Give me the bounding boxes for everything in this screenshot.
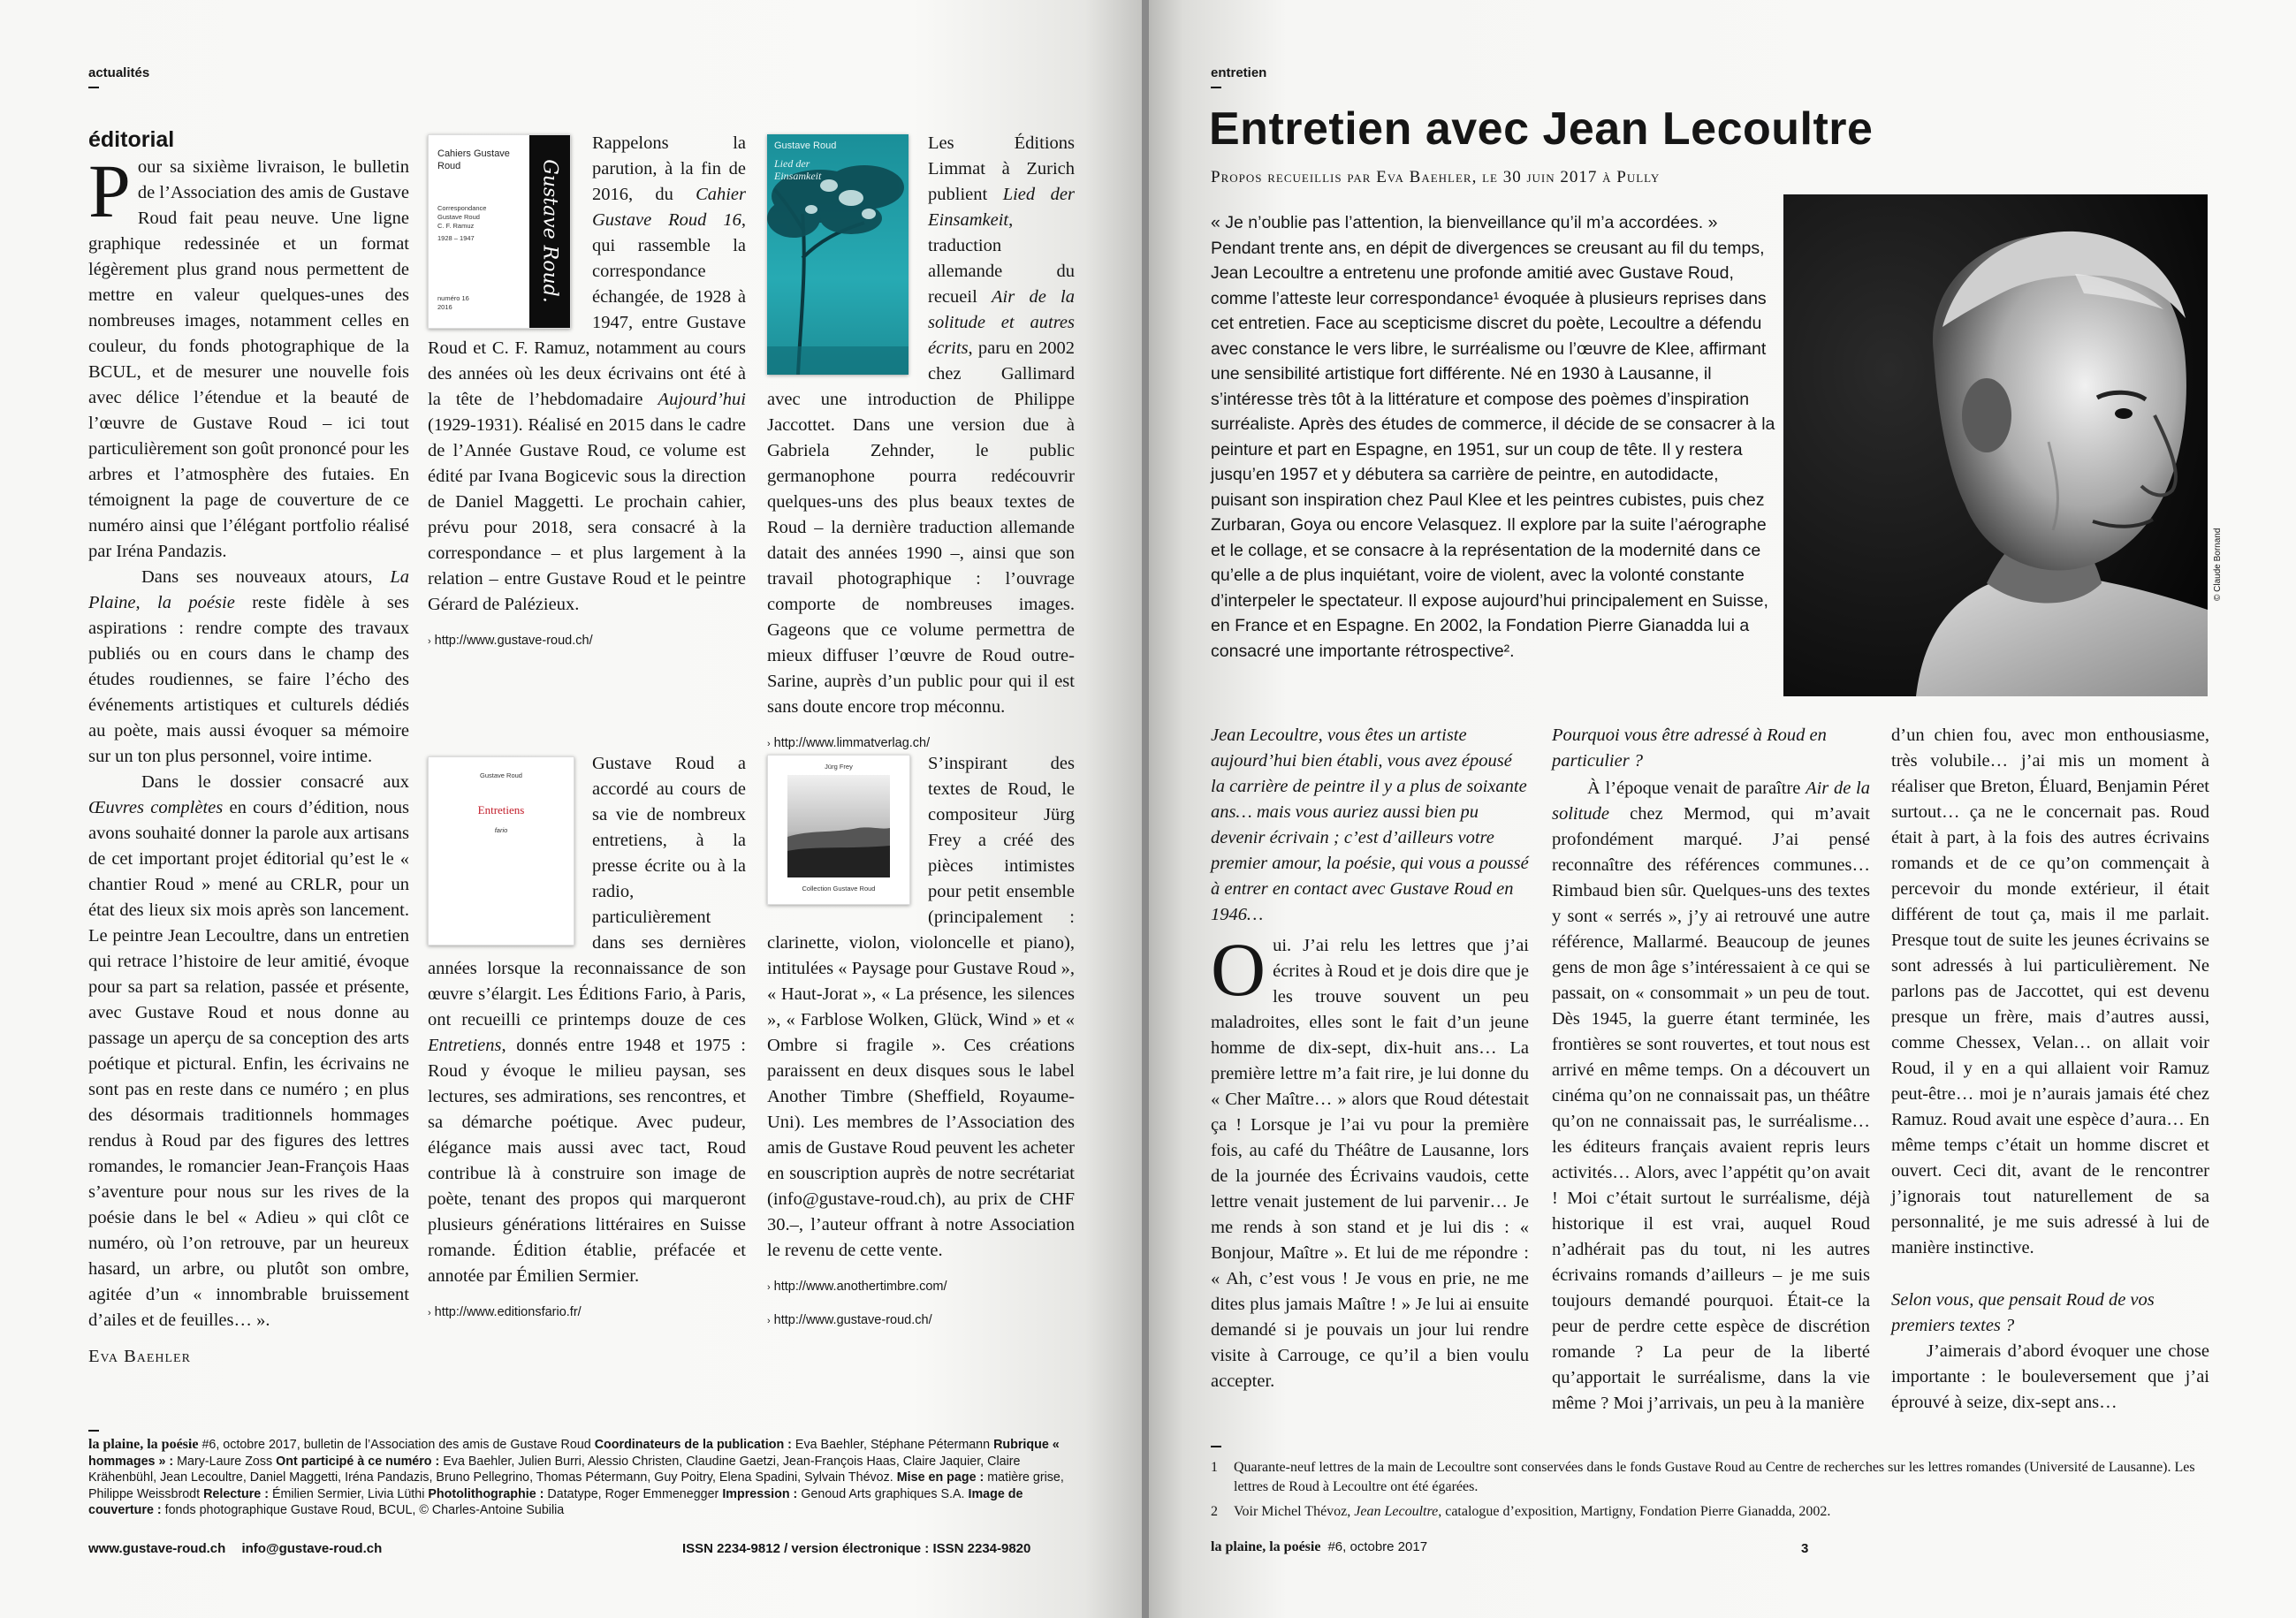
link-limmatverlag[interactable]: › http://www.limmatverlag.ch/ <box>767 736 931 750</box>
footer-links <box>88 1541 382 1556</box>
link-gustave-roud-1-text[interactable]: http://www.gustave-roud.ch/ <box>434 634 593 648</box>
colophon-dash <box>88 1430 99 1432</box>
link-editions-fario-text[interactable]: http://www.editionsfario.fr/ <box>434 1305 582 1319</box>
article-kicker: Propos recueillis par Eva Baehler, le 30 juin 2017 à Pully <box>1211 168 1661 186</box>
colophon-img: fonds photographique Gustave Roud, BCUL, © Charles-Antoine Subilia <box>164 1503 565 1517</box>
col3b-float-spacer <box>767 751 928 915</box>
col2-top-a: Rappelons la parution, à la fin de 2016, du <box>592 133 746 204</box>
col2-top-italic2: Aujourd’hui <box>658 390 747 409</box>
colophon-coord-label: Coordinateurs de la publication : <box>594 1438 792 1452</box>
link-anothertimbre[interactable]: › http://www.anothertimbre.com/ <box>767 1280 947 1294</box>
link-limmatverlag-text[interactable]: http://www.limmatverlag.ch/ <box>773 736 931 750</box>
footnotes <box>1211 1458 2209 1522</box>
article-intro: « Je n’oublie pas l’attention, la bienveillance qu’il m’a accordées. » Pendant trente ans, en dépit de divergences se creusant au fil du temps, Jean Lecoultre a entretenu une profonde amitié avec Gustave Roud, comme l’atteste leur correspondance¹ évoquée à plusieurs reprises dans cet entretien. Face au scepticisme discret du poète, Lecoultre a défendu avec constance le vers libre, le surréalisme ou l’œuvre de Klee, affirmant une sensibilité artistique fort différente. Né en 1930 à Lausanne, il s’intéresse très tôt à la littérature et compose des poèmes d’inspiration surréaliste. Après des études de commerce, il décide de se consacrer à la peinture et part en Espagne, en 1951, sur un coup de tête. Il y restera jusqu’en 1957 et y débutera sa carrière de peintre, en autodidacte, puisant son inspiration chez Paul Klee et les peintres cubistes, puis chez Zurbaran, Goya ou encore Velasquez. Il explore par la suite l’aérographe et le collage, et se consacre à la représentation de la modernité dans ce qu’elle a de plus inquiétant, voire de violent, avec la volonté constante d’interpeler le spectateur. Il expose aujourd’hui principalement en Suisse, en France et en Espagne. En 2002, la Fondation Pierre Gianadda lui a consacré une importante rétrospective². <box>1211 213 1775 661</box>
section-dash <box>88 87 99 88</box>
editorial-p1: our sa sixième livraison, le bulletin de l’Association des amis de Gustave Roud fait peau neuve. Une ligne graphique redessinée et un format légèrement plus grand nous permettent de mettre en valeur quelques-unes des nombreuses images, notamment celles en couleur, du fonds photographique de la BCUL, et de mesurer une nouvelle fois avec délice l’étendue et la beauté de l’œuvre de Gustave Roud – ici tout particulièrement son goût prononcé pour les arbres et l’atmosphère des futaies. En témoignent la page de couverture de ce numéro ainsi que l’élégant portfolio réalisé par Iréna Pandazis. <box>88 157 409 561</box>
colophon-rel: Émilien Sermier, Livia Lüthi <box>271 1486 425 1501</box>
link-anothertimbre-text[interactable]: http://www.anothertimbre.com/ <box>773 1280 947 1294</box>
footnote-2-b: , catalogue d’exposition, Martigny, Fondation Pierre Gianadda, 2002. <box>1438 1504 1831 1519</box>
editorial-p2-b: reste fidèle à ses aspirations : rendre compte des travaux publiés ou en cours dans le champ des études roudiennes, se faire l’écho des événements artistiques et culturels dédiés au poète, mais aussi évoquer sa mémoire sur un ton plus personnel, voire intime. <box>88 593 409 766</box>
portrait-photo <box>1783 194 2208 696</box>
col3-top-b: , traduction allemande du recueil <box>928 210 1075 307</box>
editorial-p3-italic: Œuvres complètes <box>88 798 224 817</box>
footer-site-link[interactable]: www.gustave-roud.ch <box>88 1541 226 1556</box>
footer-issn: ISSN 2234-9812 / version électronique : ISSN 2234-9820 <box>682 1541 1031 1556</box>
interview-answer-3: d’un chien fou, avec mon enthousiasme, très volubile… j’ai mis un moment à réaliser que Breton, Éluard, Benjamin Péret surtout… ça ne le concernait pas. Roud était à part, à la fois des autres écrivains romands et de ce qu’on commençait à percevoir du monde extérieur, il était différent de tout ça, mais il me parlait. Presque tout de suite les jeunes écrivains se sont adressés à lui particulièrement. Ne parlons pas de Jaccottet, qui est devenu presque un frère, mais d’autres aussi, comme Chessex, Velan… on allait voir Roud, il y en a qui allaient voir Ramuz peut-être… moi je n’aurais jamais été chez Ramuz. Roud avait une espèce d’aura… En même temps c’était un homme discret et ouvert. Ceci dit, avant de le rencontrer j’ignorais tout naturellement de sa personnalité, je me suis adressé à lui de manière instinctive. <box>1891 725 2209 1257</box>
interview-answer-1-text: ui. J’ai relu les lettres que j’ai écrites à Roud et je dois dire que je les trouve souvent un peu maladroites, elles sont le fait d’un jeune homme de dix-sept, dix-huit ans… La première lettre m’a fait rire, je lui donne du « Cher Maître… » alors que Roud détestait ça ! Lorsque je l’ai vu pour la première fois, au café du Théâtre de Lausanne, lors de la journée des Écrivains vaudois, cette lettre venait justement de lui parvenir… Je me rends à son stand et je lui dis : « Bonjour, Maître ». Et lui de me répondre : « Ah, c’est vous ! Je vous en prie, ne me dites plus jamais Maître ! » Je lui ai ensuite demandé si je pouvais un jour lui rendre visite à Carrouge, ce qu’il a bien voulu accepter. <box>1211 936 1529 1391</box>
book4-caption: Collection Gustave Roud <box>802 885 876 893</box>
col3-bottom-body: S’inspirant des textes de Roud, le compositeur Jürg Frey a créé des pièces intimistes pour petit ensemble (principalement : clarinette, violon, violoncelle et piano), intitulées « Paysage pour Gustave Roud », « Haut-Jorat », « La présence, les silences », « Farblose Wolken, Glück, Wind » et « Ombre si fragile ». Ces créations paraissent en deux disques sous le label Another Timbre (Sheffield, Royaume-Uni). Les membres de l’Association des amis de Gustave Roud peuvent les acheter en souscription auprès de notre secrétariat (info@gustave-roud.ch), au prix de CHF 30.–, l’auteur offrant à notre Association le revenu de cette vente. <box>767 754 1075 1260</box>
footnote-1-number: 1 <box>1211 1460 1218 1475</box>
colophon-imp-label: Impression : <box>722 1486 798 1501</box>
editorial-heading: éditorial <box>88 127 175 152</box>
left-page <box>0 0 1142 1618</box>
footnote-2-italic: Jean Lecoultre <box>1354 1504 1439 1519</box>
interview-answer-2-a: À l’époque venait de paraître <box>1587 779 1801 798</box>
colophon-photo-label: Photolithographie : <box>428 1486 544 1501</box>
section-label: actualités <box>88 65 150 80</box>
footnotes-dash <box>1211 1446 1221 1447</box>
editorial-text <box>88 148 410 1370</box>
col3-float-spacer <box>767 131 928 387</box>
footnote-2-number: 2 <box>1211 1504 1218 1519</box>
book1-sub1: Correspondance <box>437 204 487 212</box>
editorial-signature: Eva Baehler <box>88 1347 191 1366</box>
editorial-p2-a: Dans ses nouveaux atours, <box>141 567 373 587</box>
link-gustave-roud-2-text[interactable]: http://www.gustave-roud.ch/ <box>773 1313 932 1327</box>
link-gustave-roud-1[interactable]: › http://www.gustave-roud.ch/ <box>428 634 593 648</box>
drop-cap-o: O <box>1211 927 1266 1012</box>
editorial-p3-a: Dans le dossier consacré aux <box>141 772 409 792</box>
book1-year: 2016 <box>437 303 452 311</box>
colophon-imp: Genoud Arts graphiques S.A. <box>801 1486 965 1501</box>
editorial-p2-italic: La Plaine, la poésie <box>88 567 410 612</box>
book1-sub4: 1928 – 1947 <box>437 234 475 242</box>
col2b-float-spacer <box>428 751 592 956</box>
portrait-illustration <box>1783 194 2208 696</box>
book1-num: numéro 16 <box>437 294 469 302</box>
col3-bottom-text <box>767 751 1075 1334</box>
book2-author: Gustave Roud <box>480 771 522 779</box>
colophon <box>88 1437 1087 1519</box>
book2-publisher: fario <box>494 826 508 834</box>
col2-float-spacer <box>428 131 592 336</box>
editorial-column <box>88 127 409 1370</box>
col2-bottom-b: , donnés entre 1948 et 1975 : Roud y évoque le milieu paysan, ses lectures, ses admirations, ses rencontres, et sa démarche poétique. Avec pudeur, élégance mais aussi avec tact, Roud contribue là à construire son image de poète, tenant des propos qui marqueront plusieurs générations littéraires en Suisse romande. Édition établie, préfacée et annotée par Émilien Sermier. <box>428 1036 746 1286</box>
book1-spine-text: Gustave Roud. <box>538 159 561 303</box>
interview-col2 <box>1552 723 1870 1417</box>
interview-answer-2 <box>1552 776 1870 1417</box>
col3-top-a: Les Éditions Limmat à Zurich publient <box>928 133 1075 204</box>
photo-credit: © Claude Bornand <box>2213 528 2223 601</box>
link-editions-fario[interactable]: › http://www.editionsfario.fr/ <box>428 1305 582 1319</box>
interview-col1 <box>1211 723 1529 1394</box>
footnote-1 <box>1211 1458 2209 1497</box>
col3-top-c: , paru en 2002 chez Gallimard avec une introduction de Philippe Jaccottet. Dans une version due à Gabriela Zehnder, le public germanophone pourra redécouvrir quelques-uns des plus beaux textes de Roud – la dernière traduction allemande datait des années 1990 –, ainsi que son travail photographique : l’ouvrage comporte de nombreuses images. Gageons que ce volume permettra de mieux diffuser l’œuvre de Roud outre-Sarine, auprès d’un public pour qui il est sans doute encore trop méconnu. <box>767 338 1075 717</box>
colophon-part-label: Ont participé à ce numéro : <box>276 1454 440 1469</box>
colophon-pub-name: la plaine, la poésie <box>88 1437 199 1452</box>
interview-answer-4: J’aimerais d’abord évoquer une chose importante : le bouleversement que j’ai éprouvé à seize, dix-sept ans… <box>1891 1341 2209 1412</box>
colophon-coord: Eva Baehler, Stéphane Pétermann <box>794 1438 991 1452</box>
book3-author: Gustave Roud <box>774 141 837 151</box>
book1-sub3: C. F. Ramuz <box>437 222 475 230</box>
interview-question-1: Jean Lecoultre, vous êtes un artiste aujourd’hui bien établi, vous avez épousé la carrière de peintre il y a plus de soixante ans… mais vous auriez aussi bien pu devenir écrivain ; c’est d’ailleurs votre premier amour, la poésie, qui vous a poussé à entrer en contact avec Gustave Roud en 1946… <box>1211 725 1529 924</box>
editorial-p3-b: en cours d’édition, nous avons souhaité donner la parole aux artisans de cet important projet éditorial qu’est le « chantier Roud » mené au CRLR, pour un état des lieux six mois après son lancement. Le peintre Jean Lecoultre, dans un entretien qui retrace l’histoire de leur amitié, évoque pour sa part sa relation, passée et présente, avec Gustave Roud et nous donne au passage un aperçu de sa conception des arts poétique et pictural. Enfin, les écrivains ne sont pas en reste dans ce numéro ; en plus des désormais traditionnels hommages rendus à Roud par des figures des lettres romandes, le romancier Jean-François Haas s’aventure pour nous sur les rives de la poésie dans le bel « Adieu » qui clôt ce numéro, où l’on retrouve, par un heureux hasard, un arbre, ou plutôt son ombre, agitée d’un « innombrable bruissement d’ailes et de feuilles… ». <box>88 798 409 1330</box>
colophon-mise: matière grise, Philippe Weissbrodt <box>88 1470 1064 1501</box>
col3-top-italic2: Air de la solitude et autres écrits <box>928 287 1075 358</box>
colophon-line1: #6, octobre 2017, bulletin de l’Association des amis de Gustave Roud <box>201 1438 591 1452</box>
colophon-rel-label: Relecture : <box>203 1486 269 1501</box>
book1-title: Cahiers Gustave Roud <box>437 148 510 171</box>
col2-bottom-text <box>428 751 746 1326</box>
book2-title: Entretiens <box>477 803 525 817</box>
col3-top-italic: Lied der Einsamkeit <box>928 185 1075 230</box>
link-gustave-roud-2[interactable]: › http://www.gustave-roud.ch/ <box>767 1313 932 1327</box>
footer-email-link[interactable]: info@gustave-roud.ch <box>241 1541 383 1556</box>
colophon-part: Eva Baehler, Julien Burri, Alessio Christen, Claudine Gaetzi, Jean-François Haas, Claire Jaquier, Claire Krähenbühl, Jean Lecoultre, Daniel Maggetti, Iréna Pandazis, Bruno Pellegrino, Thomas Pétermann, Guy Poitry, Elena Spadini, Sylvain Thévoz. <box>88 1454 1021 1485</box>
drop-cap: P <box>88 148 131 233</box>
col2-top-italic: Cahier Gustave Roud 16 <box>592 185 747 230</box>
interview-answer-2-italic: Air de la solitude <box>1552 779 1870 824</box>
footnote-2 <box>1211 1502 2209 1522</box>
footer-issue: #6, octobre 2017 <box>1327 1539 1428 1554</box>
footer-pub-name: la plaine, la poésie <box>1211 1539 1321 1554</box>
col3-top-text <box>767 131 1075 757</box>
interview-answer-1 <box>1211 927 1529 1394</box>
colophon-mise-label: Mise en page : <box>896 1470 985 1485</box>
footnote-2-a: Voir Michel Thévoz, <box>1234 1504 1351 1519</box>
col2-bottom-italic: Entretiens <box>428 1036 502 1055</box>
interview-col3 <box>1891 723 2209 1416</box>
section-dash-right <box>1211 87 1221 88</box>
article-title: Entretien avec Jean Lecoultre <box>1209 103 1874 155</box>
footer-right <box>1211 1539 1427 1555</box>
book4-author: Jürg Frey <box>825 763 853 771</box>
footnote-1-text: Quarante-neuf lettres de la main de Lecoultre sont conservées dans le fonds Gustave Roud au Centre de recherches sur les lettres romandes (Université de Lausanne). Les lettres de Roud à Lecoultre ont été égarées. <box>1234 1460 2195 1494</box>
section-label-right: entretien <box>1211 65 1267 80</box>
colophon-rub-label: Rubrique « hommages » : <box>88 1438 1060 1469</box>
colophon-photo: Datatype, Roger Emmenegger <box>547 1486 719 1501</box>
col2-top-c: (1929-1931). Réalisé en 2015 dans le cadre de l’Année Gustave Roud, ce volume est édité par Ivana Bogicevic sous la direction de Daniel Maggetti. Le prochain cahier, prévu pour 2018, sera consacré à la correspondance – et plus largement à la relation – entre Gustave Roud et le peintre Gérard de Palézieux. <box>428 415 746 614</box>
colophon-img-label: Image de couverture : <box>88 1486 1023 1517</box>
col2-top-b: , qui rassemble la correspondance échangée, de 1928 à 1947, entre Gustave Roud et C. F. Ramuz, notamment au cours des années où les deux écrivains ont été à la tête de l’hebdomadaire <box>428 210 746 409</box>
interview-question-3: Selon vous, que pensait Roud de vos premiers textes ? <box>1891 1290 2155 1335</box>
interview-question-2: Pourquoi vous être adressé à Roud en particulier ? <box>1552 725 1827 771</box>
book1-sub2: Gustave Roud <box>437 213 480 221</box>
book3-title: Lied der Einsamkeit <box>774 157 822 182</box>
col2-top-text <box>428 131 746 655</box>
page-number: 3 <box>1801 1541 1809 1556</box>
colophon-rub: Mary-Laure Zoss <box>177 1454 273 1469</box>
interview-answer-2-b: chez Mermod, qui m’avait profondément marqué. J’ai pensé reconnaître des références communes… Rimbaud bien sûr. Quelques-uns des textes y sont « serrés », j’y ai retrouvé une autre référence, Mallarmé. Beaucoup de jeunes gens de mon âge s’intéressaient à ce qui se passait, on « consommait » un peu de tout. Dès 1945, la guerre étant terminée, les frontières se sont rouvertes, et tout nous est arrivé en même temps. On a découvert un cinéma qu’on ne connaissait pas, un théâtre qu’on ne connaissait pas, le surréalisme… les éditeurs français avaient repris leurs activités… Alors, avec l’appétit qu’on avait ! Moi c’était surtout le surréalisme, déjà historique il est vrai, auquel Roud n’adhérait pas du tout, ni les autres écrivains romands d’ailleurs – je me suis toujours demandé pourquoi. Était-ce la peur de perdre cette espèce de discrétion romande ? La peur de la liberté qu’apportait le surréalisme, dans la vie même ? Moi j’arrivais, un peu à la manière <box>1552 804 1870 1413</box>
right-page <box>1149 0 2296 1618</box>
col2-bottom-a: Gustave Roud a accordé au cours de sa vie de nombreux entretiens, à la presse écrite ou à la radio, particulièrement dans ses dernières années lorsque la reconnaissance de son œuvre s’élargit. Les Éditions Fario, à Paris, ont recueilli ce printemps douze de ces <box>428 754 746 1029</box>
